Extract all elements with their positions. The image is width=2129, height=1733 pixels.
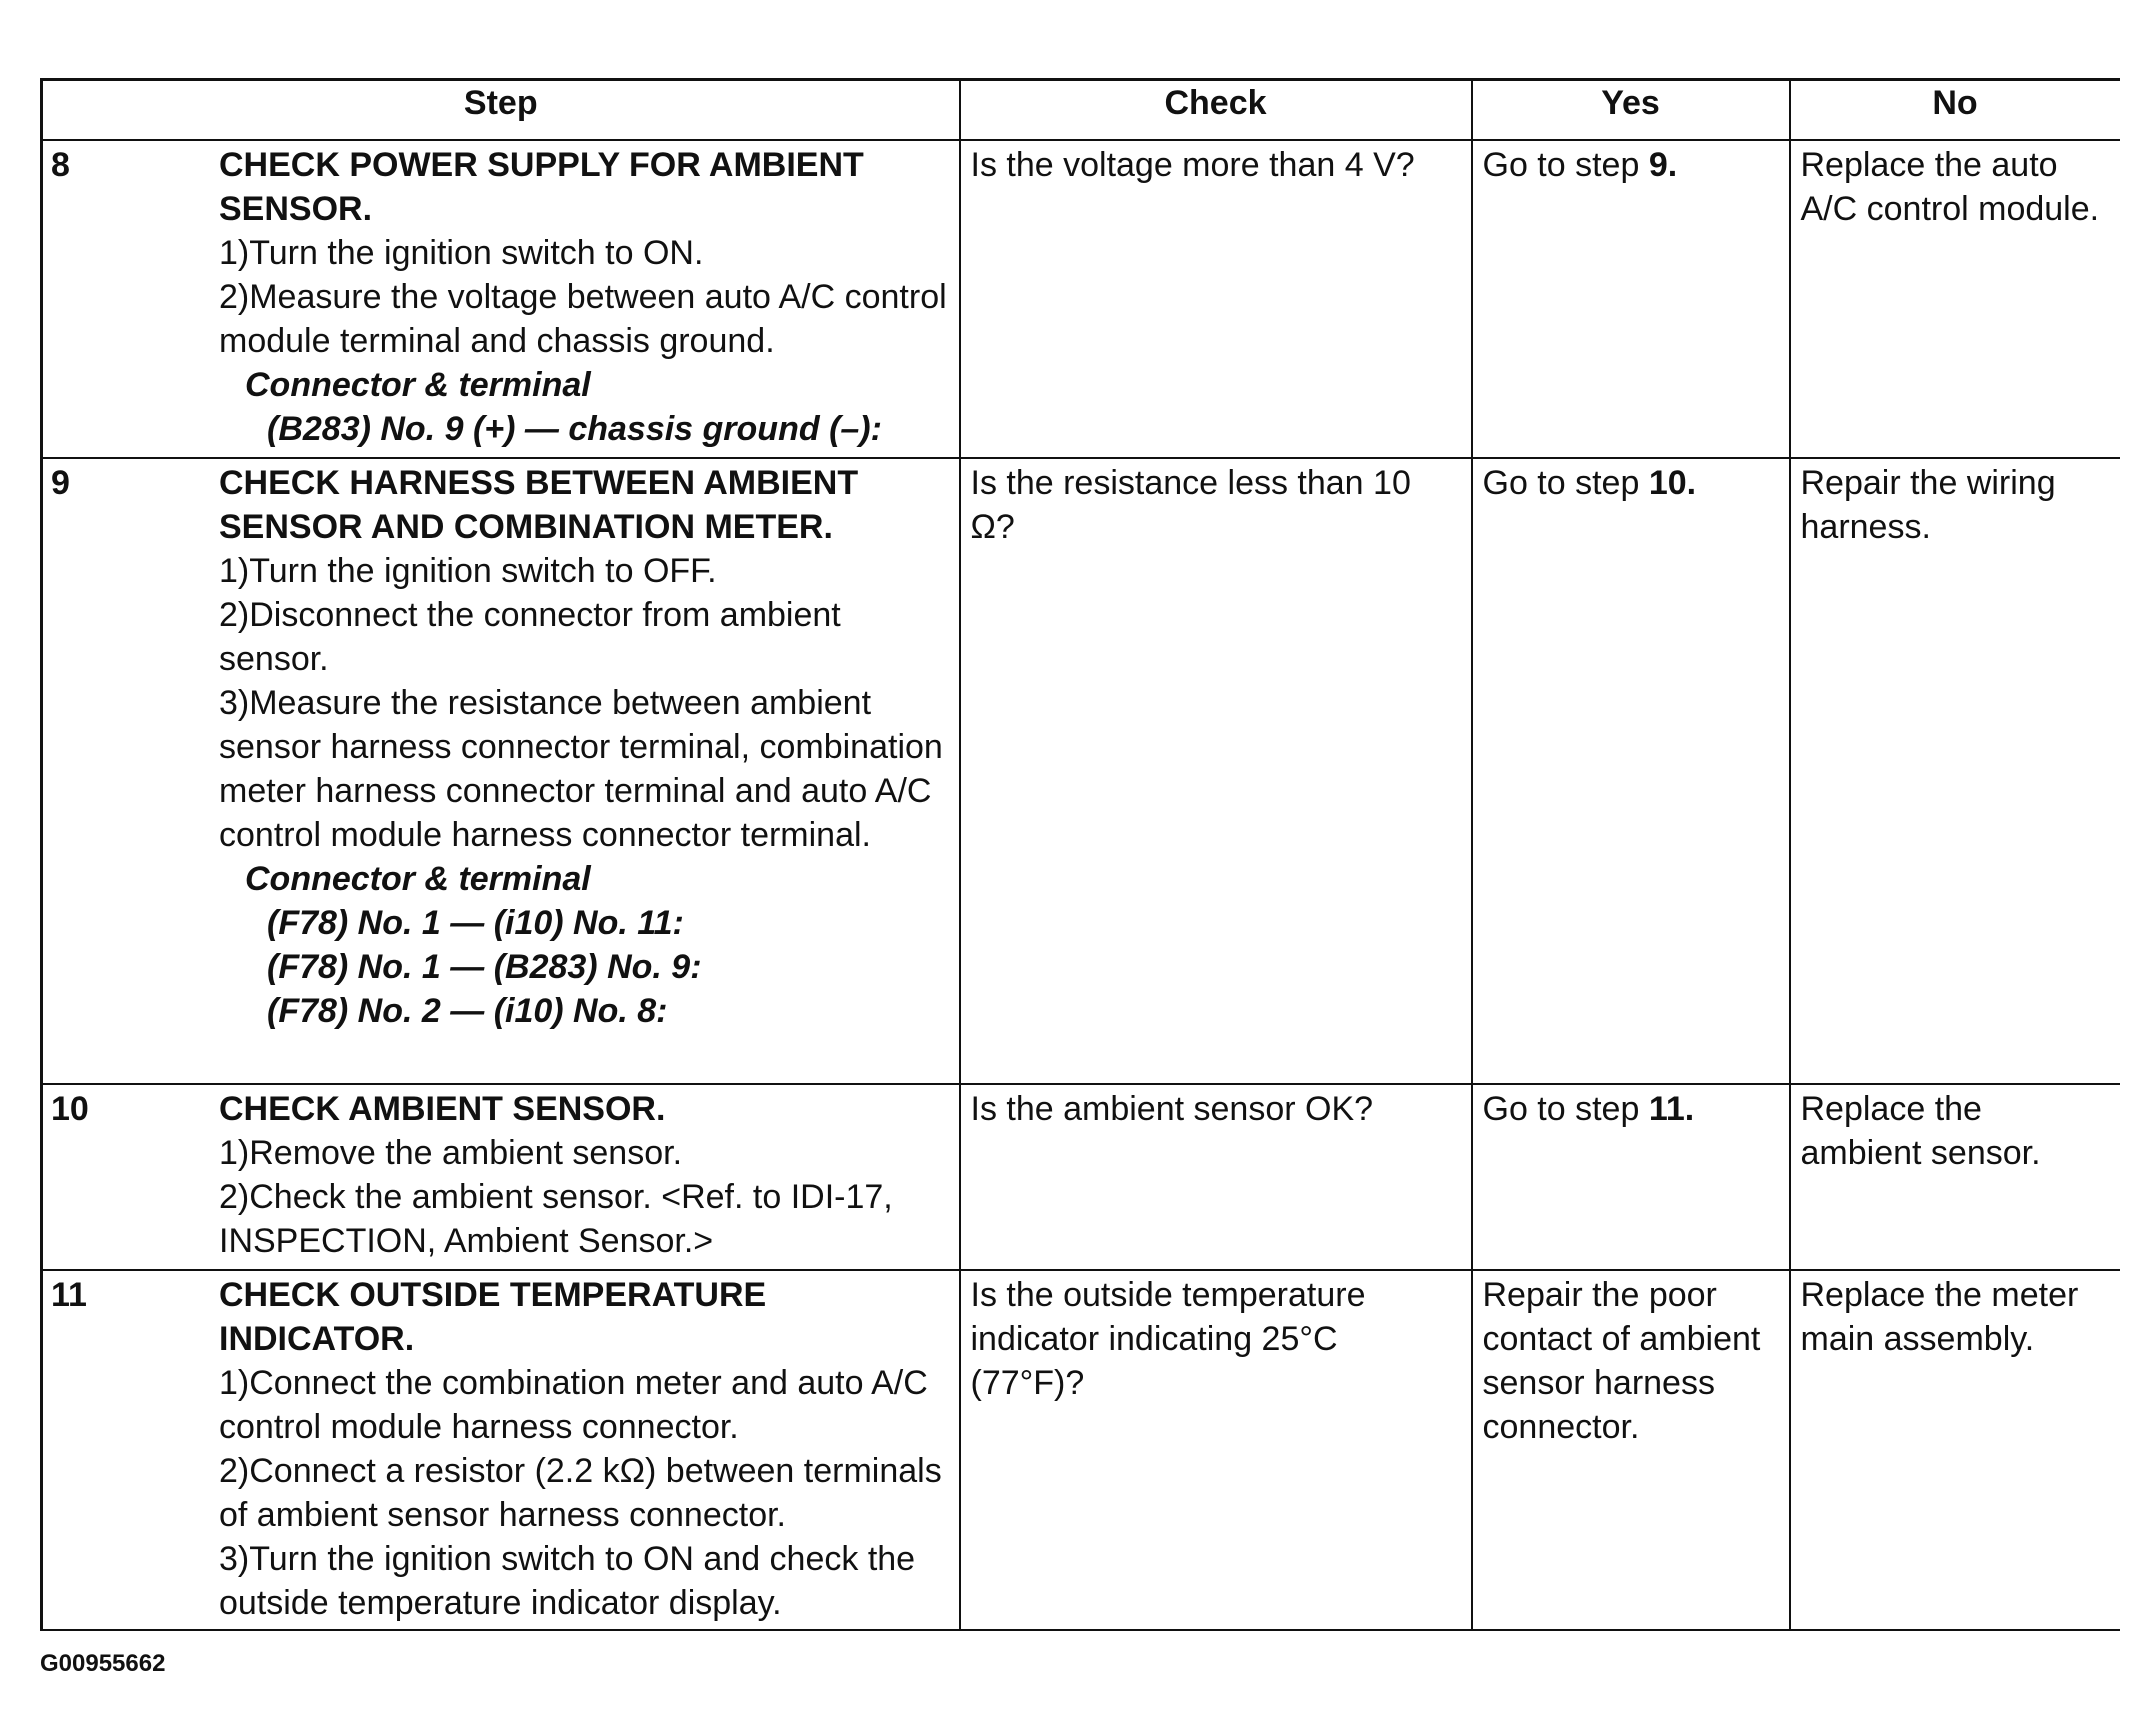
step-instruction: 3)Turn the ignition switch to ON and check the outside temperature indicator display.	[219, 1540, 916, 1622]
step-number: 10	[51, 1090, 89, 1128]
table-row	[42, 458, 2120, 1084]
yes-cell	[1472, 140, 1790, 458]
connector-heading: Connector & terminal	[245, 860, 591, 898]
step-instruction: 1)Connect the combination meter and auto A/C control module harness connector.	[219, 1364, 928, 1446]
no-cell: Replace the auto A/C control module.	[1790, 140, 2120, 458]
header-check: Check	[960, 80, 1472, 141]
header-row	[42, 80, 2120, 141]
yes-text: Go to step	[1482, 1090, 1649, 1128]
yes-text: Go to step	[1482, 464, 1649, 502]
step-instruction: 2)Measure the voltage between auto A/C control module terminal and chassis ground.	[219, 278, 947, 360]
check-cell: Is the ambient sensor OK?	[960, 1084, 1472, 1270]
step-instruction: 1)Turn the ignition switch to ON.	[219, 234, 704, 272]
step-instruction: 1)Remove the ambient sensor.	[219, 1134, 683, 1172]
step-title: CHECK HARNESS BETWEEN AMBIENT SENSOR AND COMBINATION METER.	[219, 464, 859, 546]
connector-item: (F78) No. 1 — (B283) No. 9:	[267, 948, 702, 986]
no-cell: Replace the ambient sensor.	[1790, 1084, 2120, 1270]
table-row	[42, 140, 2120, 458]
check-cell: Is the voltage more than 4 V?	[960, 140, 1472, 458]
step-instruction: 2)Connect a resistor (2.2 kΩ) between terminals of ambient sensor harness connector.	[219, 1452, 942, 1534]
table-row	[42, 1270, 2120, 1630]
step-number: 9	[51, 464, 70, 502]
figure-code: G00955662	[40, 1650, 166, 1677]
header-step: Step	[42, 80, 960, 141]
check-cell: Is the outside temperature indicator indicating 25°C (77°F)?	[960, 1270, 1472, 1630]
connector-item: (F78) No. 1 — (i10) No. 11:	[267, 904, 684, 942]
yes-step-ref: 11.	[1648, 1090, 1695, 1128]
yes-step-ref: 10.	[1648, 464, 1697, 502]
check-cell: Is the resistance less than 10 Ω?	[960, 458, 1472, 1084]
header-no: No	[1790, 80, 2120, 141]
step-cell	[42, 458, 960, 1084]
step-title: CHECK OUTSIDE TEMPERATURE INDICATOR.	[219, 1276, 767, 1358]
step-instruction: 3)Measure the resistance between ambient sensor harness connector terminal, combination meter harness connector terminal and auto A/C control module harness connector terminal.	[219, 684, 943, 854]
step-number: 11	[51, 1276, 87, 1314]
header-yes: Yes	[1472, 80, 1790, 141]
yes-cell	[1472, 1084, 1790, 1270]
yes-text: Go to step	[1482, 146, 1649, 184]
table-row	[42, 1084, 2120, 1270]
step-cell	[42, 140, 960, 458]
step-cell	[42, 1270, 960, 1630]
step-title: CHECK POWER SUPPLY FOR AMBIENT SENSOR.	[219, 146, 864, 228]
no-cell: Repair the wiring harness.	[1790, 458, 2120, 1084]
step-instruction: 2)Disconnect the connector from ambient sensor.	[219, 596, 841, 678]
step-title: CHECK AMBIENT SENSOR.	[219, 1090, 666, 1128]
yes-text: Repair the poor contact of ambient sensor harness connector.	[1482, 1276, 1761, 1446]
step-number: 8	[51, 146, 70, 184]
connector-heading: Connector & terminal	[245, 366, 591, 404]
diagnostic-table	[40, 78, 2120, 1631]
yes-cell	[1472, 1270, 1790, 1630]
step-instruction: 1)Turn the ignition switch to OFF.	[219, 552, 717, 590]
step-instruction: 2)Check the ambient sensor. <Ref. to IDI-17, INSPECTION, Ambient Sensor.>	[219, 1178, 893, 1260]
connector-item: (F78) No. 2 — (i10) No. 8:	[267, 992, 668, 1030]
step-cell	[42, 1084, 960, 1270]
yes-cell	[1472, 458, 1790, 1084]
yes-step-ref: 9.	[1648, 146, 1678, 184]
connector-item: (B283) No. 9 (+) — chassis ground (–):	[267, 410, 882, 448]
no-cell: Replace the meter main assembly.	[1790, 1270, 2120, 1630]
